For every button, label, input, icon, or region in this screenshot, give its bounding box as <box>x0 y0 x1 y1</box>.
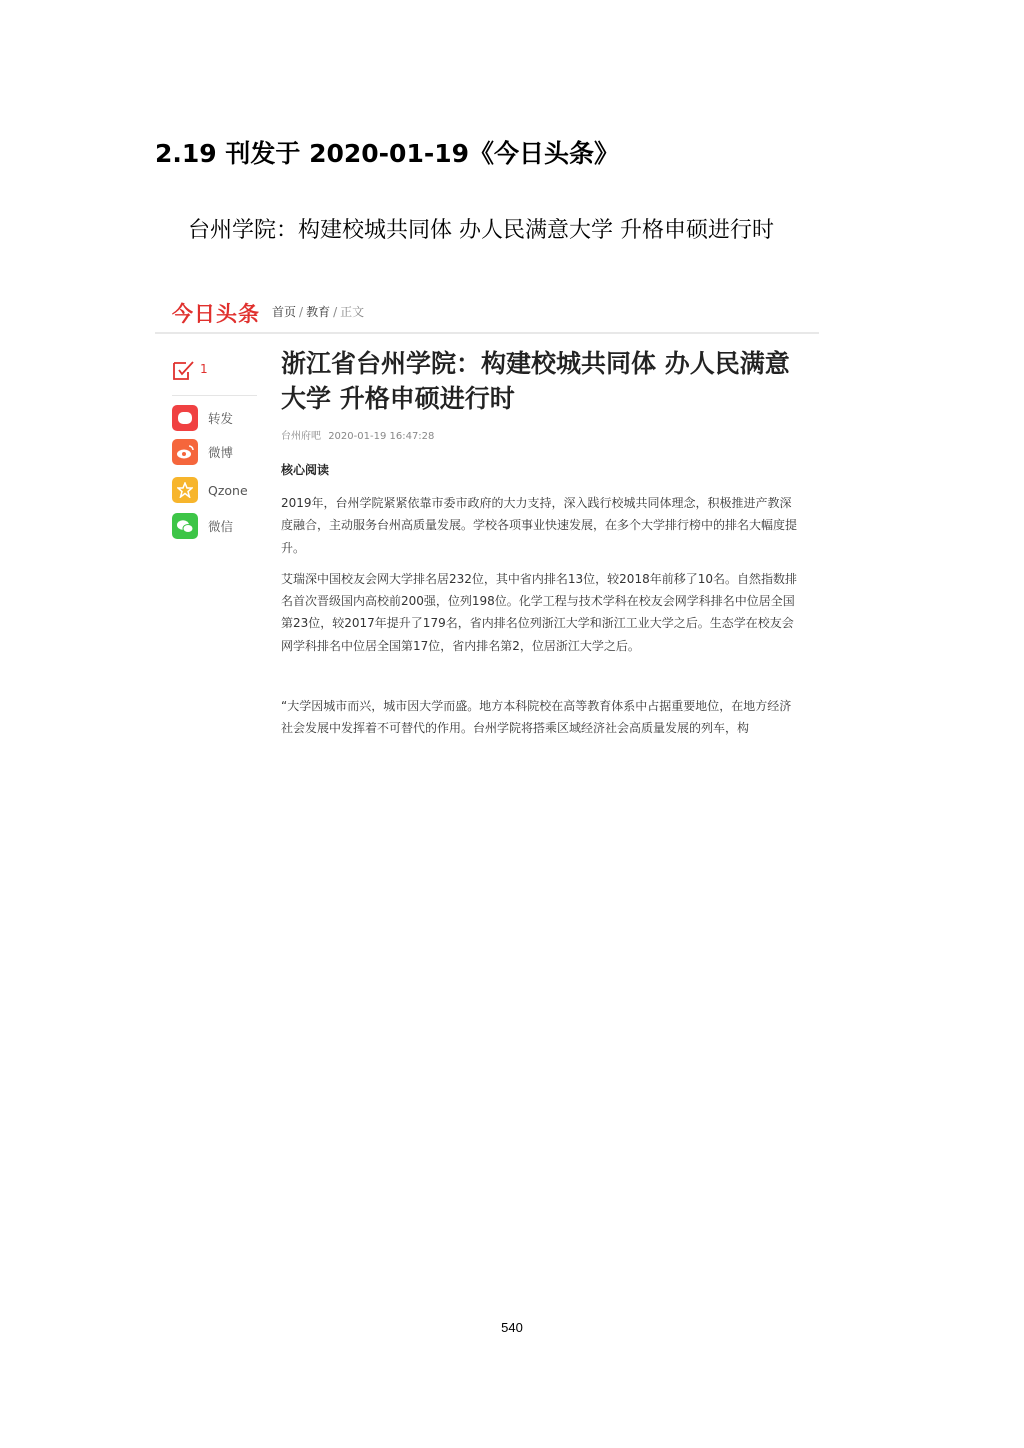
share-wechat-button[interactable] <box>172 513 233 539</box>
document-subheading: 台州学院：构建校城共同体 办人民满意大学 升格申硕进行时 <box>188 218 774 243</box>
page-number: 540 <box>501 1320 523 1335</box>
sidebar-divider <box>172 395 257 396</box>
wechat-icon <box>172 513 198 539</box>
toutiao-logo[interactable]: 今日头条 <box>172 302 260 326</box>
article <box>281 346 801 740</box>
share-label: 微信 <box>208 519 234 534</box>
share-qzone-button[interactable] <box>172 477 248 503</box>
breadcrumb-education[interactable]: 教育 <box>306 305 331 319</box>
share-repost-button[interactable] <box>172 405 233 431</box>
breadcrumb-separator: / <box>333 305 338 319</box>
repost-icon <box>172 405 198 431</box>
share-label: 转发 <box>208 411 234 426</box>
article-datetime: 2020-01-19 16:47:28 <box>328 431 435 442</box>
breadcrumb-home[interactable]: 首页 <box>272 305 297 319</box>
article-screenshot <box>155 290 819 760</box>
breadcrumb-separator: / <box>299 305 304 319</box>
article-source[interactable]: 台州府吧 <box>281 431 321 442</box>
share-label: Qzone <box>208 482 248 498</box>
core-reading-heading: 核心阅读 <box>281 463 330 477</box>
qzone-icon <box>172 477 198 503</box>
document-heading: 2.19 刊发于 2020-01-19《今日头条》 <box>155 139 620 168</box>
share-weibo-button[interactable] <box>172 439 233 465</box>
share-label: 微博 <box>208 445 234 460</box>
comment-button[interactable] <box>172 360 208 386</box>
breadcrumb-current: 正文 <box>340 305 365 319</box>
article-paragraph: 2019年，台州学院紧紧依靠市委市政府的大力支持，深入践行校城共同体理念，积极推进产教深度融合，主动服务台州高质量发展。学校各项事业快速发展，在多个大学排行榜中的排名大幅度提升。 <box>281 496 798 555</box>
article-paragraph: “大学因城市而兴，城市因大学而盛。地方本科院校在高等教育体系中占据重要地位，在地方经济社会发展中发挥着不可替代的作用。台州学院将搭乘区域经济社会高质量发展的列车，构 <box>281 699 792 736</box>
breadcrumb <box>272 303 364 320</box>
article-paragraph: 艾瑞深中国校友会网大学排名居232位，其中省内排名13位，较2018年前移了10名。自然指数排名首次晋级国内高校前200强，位列198位。化学工程与技术学科在校友会网学科排名中位居全国第23位，较2017年提升了179名，省内排名位列浙江大学和浙江工业大学之后。生态学在校友会网学科排名中位居全国第17位，省内排名第2，位居浙江大学之后。 <box>281 571 797 653</box>
article-title: 浙江省台州学院：构建校城共同体 办人民满意大学 升格申硕进行时 <box>281 349 790 413</box>
weibo-icon <box>172 439 198 465</box>
comment-count: 1 <box>200 362 208 376</box>
comment-icon <box>172 360 196 386</box>
header-divider <box>155 332 819 334</box>
article-meta <box>281 427 801 442</box>
